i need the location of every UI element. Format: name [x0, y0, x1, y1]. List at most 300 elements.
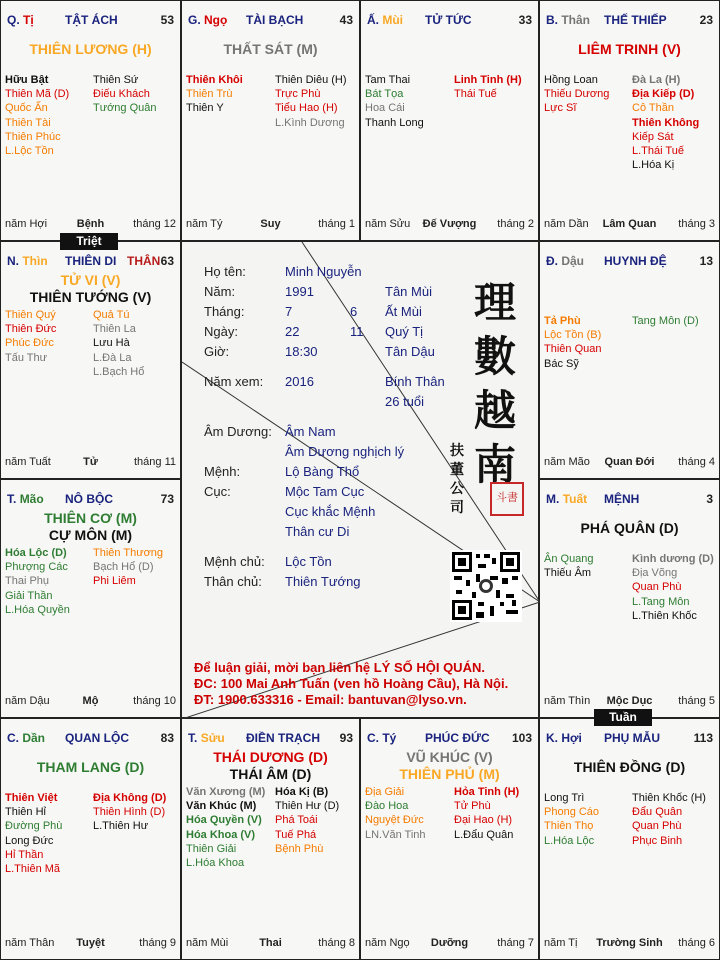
minor-star: Kiếp Sát: [632, 130, 674, 143]
palace-branch: Dần: [22, 731, 46, 745]
palace-number: 53: [160, 13, 174, 27]
minor-star: L.Hóa Lộc: [544, 834, 595, 847]
palace-month: tháng 7: [497, 937, 534, 949]
palace-footer: [544, 218, 715, 230]
amduong-note: Âm Dương nghịch lý: [285, 444, 405, 459]
palace-header: [188, 13, 353, 27]
tuan-marker: Tuần: [594, 709, 652, 726]
minor-star: Bát Tọa: [365, 88, 404, 101]
triet-marker: Triệt: [60, 233, 118, 250]
day-canchi: Quý Tị: [385, 324, 424, 339]
palace-phase: Mộc Dục: [606, 695, 653, 707]
view-year-label: Năm xem:: [204, 374, 264, 389]
palace-footer: [186, 937, 355, 949]
palace-header: [546, 731, 713, 745]
palace-stem: T.: [7, 492, 17, 506]
minor-stars-right: [275, 73, 347, 130]
palace-branch: Hợi: [561, 731, 582, 745]
cuc-label: Cục:: [204, 484, 231, 499]
minor-star: Địa Kiếp (D): [632, 88, 695, 101]
palace-number: 63: [160, 254, 174, 268]
minor-star: Thiên Tài: [5, 116, 51, 129]
palace-header: [546, 13, 713, 27]
palace-year: năm Dậu: [5, 695, 50, 707]
palace-position: [546, 13, 590, 27]
palace-year: năm Dần: [544, 218, 589, 230]
palace-footer: [544, 456, 715, 468]
minor-star: Tả Phù: [544, 315, 581, 327]
palace-than: [539, 0, 720, 241]
month-canchi: Ất Mùi: [385, 304, 422, 319]
minor-stars-left: [544, 552, 594, 580]
month-lunar: 6: [350, 304, 358, 319]
cuc-note: Cục khắc Mệnh: [285, 504, 376, 519]
minor-star: Cô Thần: [632, 102, 674, 115]
palace-footer: [5, 937, 176, 949]
palace-thin: [0, 241, 181, 479]
minor-star: Phượng Các: [5, 561, 68, 574]
minor-star: Thiên Thọ: [544, 820, 594, 833]
palace-header: [7, 13, 174, 27]
palace-name: QUAN LỘC: [65, 731, 129, 745]
palace-position: [188, 13, 227, 27]
palace-month: tháng 11: [133, 456, 176, 468]
minor-stars-right: [632, 73, 699, 172]
palace-phase: Tử: [83, 456, 98, 468]
palace-number: 113: [693, 731, 713, 745]
age-value: 26 tuổi: [385, 394, 425, 409]
palace-number: 43: [339, 13, 353, 27]
minor-star: Hóa Quyền (V): [186, 814, 262, 827]
main-star: THẤT SÁT (M): [223, 41, 318, 57]
minor-star: Đại Hao (H): [454, 814, 513, 827]
palace-year: năm Ngọ: [365, 937, 410, 949]
minor-star: Văn Khúc (M): [186, 800, 257, 813]
palace-number: 103: [511, 731, 532, 745]
amduong-value: Âm Nam: [285, 424, 336, 439]
palace-mui: [360, 0, 539, 241]
minor-star: Phúc Đức: [5, 337, 54, 350]
palace-dau: [539, 241, 720, 479]
red-seal: 斗書: [490, 482, 524, 516]
palace-footer: [365, 937, 534, 949]
palace-hoi: [539, 718, 720, 960]
minor-star: Tang Môn (D): [632, 315, 699, 327]
view-year-value: 2016: [285, 374, 314, 389]
palace-phase: Dưỡng: [430, 937, 469, 949]
palace-stem: N.: [7, 254, 19, 268]
minor-star: Đường Phù: [5, 820, 63, 833]
palace-year: năm Tị: [544, 937, 578, 949]
minor-star: Điếu Khách: [93, 88, 150, 101]
minor-star: L.Thiên Khốc: [632, 609, 697, 622]
minor-star: L.Lộc Tồn: [5, 145, 54, 158]
minor-star: Quan Phù: [632, 581, 682, 594]
minor-star: Hồng Loan: [544, 74, 598, 86]
palace-stem: Đ.: [546, 254, 558, 268]
day-lunar: 11: [350, 324, 364, 339]
palace-position: [546, 254, 584, 268]
minor-star: Bác Sỹ: [544, 357, 579, 370]
palace-footer: [544, 695, 715, 707]
palace-month: tháng 3: [678, 218, 715, 230]
palace-phase: Mộ: [82, 695, 99, 707]
main-star: TỬ VI (V): [60, 272, 121, 288]
palace-branch: Dậu: [561, 254, 585, 268]
menh-value: Lộ Bàng Thổ: [285, 464, 360, 479]
palace-position: [7, 254, 48, 268]
palace-name: TẬT ÁCH: [65, 13, 118, 27]
minor-star: L.Tang Môn: [632, 595, 690, 608]
palace-month: tháng 1: [318, 218, 355, 230]
main-star: THÁI DƯƠNG (D): [213, 749, 328, 765]
minor-stars-left: [5, 73, 69, 158]
palace-phase: Đế Vượng: [422, 218, 477, 230]
thanchu-value: Thiên Tướng: [285, 574, 361, 589]
palace-number: 23: [699, 13, 713, 27]
palace-month: tháng 8: [318, 937, 355, 949]
minor-star: Phi Liêm: [93, 575, 136, 588]
palace-month: tháng 12: [133, 218, 176, 230]
palace-number: 3: [706, 492, 713, 506]
palace-year: năm Thân: [5, 937, 55, 949]
main-star: THIÊN TƯỚNG (V): [29, 289, 152, 305]
day-label: Ngày:: [204, 324, 238, 339]
minor-star: Thiên Việt: [5, 792, 58, 804]
minor-star: Địa Giải: [365, 786, 405, 798]
amduong-label: Âm Dương:: [204, 424, 272, 439]
palace-header: [367, 731, 532, 745]
minor-star: Thanh Long: [365, 116, 424, 129]
minor-star: Thiên Khôi: [186, 74, 243, 86]
minor-star: Thiếu Dương: [544, 88, 610, 101]
minor-star: Thiên Đức: [5, 323, 57, 336]
minor-star: Tiểu Hao (H): [275, 102, 338, 115]
palace-name: HUYNH ĐỆ: [604, 254, 667, 268]
minor-star: Đà La (H): [632, 74, 681, 86]
calligraphy-char: 越: [474, 386, 517, 435]
main-star: THAM LANG (D): [36, 759, 145, 775]
minor-star: L.Đẩu Quân: [454, 828, 514, 841]
palace-year: năm Mão: [544, 456, 590, 468]
minor-star: Thiên Sứ: [93, 74, 139, 86]
palace-year: năm Sửu: [365, 218, 411, 230]
minor-star: L.Thiên Mã: [5, 863, 61, 876]
palace-month: tháng 2: [497, 218, 534, 230]
center-info-panel: [181, 241, 539, 718]
palace-phase: Trường Sinh: [596, 937, 663, 949]
palace-position: [367, 731, 396, 745]
minor-star: Thiên Quý: [5, 309, 56, 321]
qr-code: [450, 550, 522, 622]
palace-footer: [5, 218, 176, 230]
palace-header: [188, 731, 353, 745]
minor-star: Lưu Hà: [93, 337, 130, 350]
palace-position: [367, 13, 403, 27]
minor-stars-left: [365, 73, 424, 130]
cuc-value: Mộc Tam Cục: [285, 484, 365, 499]
minor-stars-right: [93, 308, 144, 379]
minor-star: Phong Cáo: [544, 806, 600, 819]
palace-month: tháng 6: [678, 937, 715, 949]
minor-stars-right: [632, 552, 714, 623]
minor-star: Tướng Quân: [93, 102, 157, 115]
palace-name: PHÚC ĐỨC: [425, 731, 490, 745]
main-star: THIÊN ĐỒNG (D): [573, 759, 686, 775]
palace-branch: Thìn: [22, 254, 48, 268]
palace-stem: B.: [546, 13, 558, 27]
palace-name: NÔ BỘC: [65, 492, 113, 506]
minor-star: Hỉ Thần: [5, 848, 44, 861]
palace-phase: Suy: [260, 218, 281, 230]
main-star: THIÊN PHỦ (M): [399, 766, 500, 782]
palace-footer: [365, 218, 534, 230]
minor-star: L.Thiên Hư: [93, 820, 149, 833]
palace-footer: [186, 218, 355, 230]
palace-name: THIÊN DI: [65, 254, 117, 268]
minor-star: L.Kình Dương: [275, 116, 345, 129]
minor-star: Địa Không (D): [93, 792, 167, 804]
minor-stars-right: [454, 73, 522, 101]
minor-stars-right: [454, 785, 519, 842]
minor-star: Ân Quang: [544, 553, 594, 565]
minor-star: Giải Thần: [5, 589, 53, 602]
minor-star: Bạch Hổ (D): [93, 561, 154, 574]
palace-stem: M.: [546, 492, 560, 506]
minor-star: LN.Văn Tinh: [365, 828, 426, 841]
palace-phase: Bệnh: [76, 218, 105, 230]
minor-star: Tuế Phá: [275, 828, 317, 841]
palace-stem: Ấ.: [367, 13, 379, 27]
calligraphy-char: 理: [474, 278, 517, 327]
palace-branch: Mão: [19, 492, 44, 506]
palace-month: tháng 9: [139, 937, 176, 949]
name-value: Minh Nguyễn: [285, 264, 362, 279]
contact-line: Để luận giải, mời bạn liên hệ LÝ SỐ HỘI QUÁN.: [194, 660, 485, 675]
palace-branch: Mùi: [382, 13, 404, 27]
palace-number: 13: [699, 254, 713, 268]
minor-stars-right: [632, 791, 706, 848]
minor-stars-left: [544, 314, 601, 371]
thanchu-label: Thân chủ:: [204, 574, 262, 589]
minor-star: Tử Phù: [454, 800, 491, 813]
palace-header: [7, 254, 174, 268]
minor-star: Thiên Quan: [544, 343, 602, 356]
palace-header: [7, 492, 174, 506]
palace-month: tháng 4: [678, 456, 715, 468]
calligraphy-char: 南: [474, 440, 517, 489]
palace-dan: [0, 718, 181, 960]
minor-star: Thiên Phúc: [5, 130, 61, 143]
palace-header: [7, 731, 174, 745]
palace-name: MỆNH: [604, 492, 640, 506]
minor-star: Thiên La: [93, 323, 136, 336]
minor-star: Tam Thai: [365, 74, 411, 86]
minor-stars-left: [544, 791, 599, 848]
palace-stem: C.: [7, 731, 19, 745]
minor-star: Thiên Trù: [186, 88, 233, 101]
minor-star: Hỏa Tinh (H): [454, 786, 520, 798]
day-solar: 22: [285, 324, 300, 339]
palace-year: năm Mùi: [186, 937, 229, 949]
small-calligraphy: 扶 董 公 司: [450, 443, 464, 516]
palace-header: [546, 254, 713, 268]
minor-star: Thiên Giải: [186, 842, 237, 855]
minor-star: L.Hóa Quyền: [5, 603, 70, 616]
contact-phone-email: ĐT: 1900.633316 - Email: bantuvan@lyso.vn.: [194, 692, 467, 707]
palace-name: PHỤ MẪU: [604, 731, 660, 745]
palace-month: tháng 5: [678, 695, 715, 707]
palace-branch: Thân: [561, 13, 591, 27]
minor-stars-right: [93, 791, 166, 834]
minor-star: Đẩu Quân: [632, 806, 683, 819]
minor-star: Địa Võng: [632, 567, 678, 580]
palace-month: tháng 10: [133, 695, 176, 707]
palace-suu: [181, 718, 360, 960]
minor-stars-right: [275, 785, 339, 856]
minor-stars-left: [365, 785, 426, 842]
minor-star: Thiếu Âm: [544, 567, 592, 580]
minor-star: Thiên Hư (D): [275, 800, 340, 813]
month-solar: 7: [285, 304, 293, 319]
minor-star: Kình dương (D): [632, 553, 714, 565]
minor-star: L.Đà La: [93, 351, 132, 364]
minor-star: Thai Phụ: [5, 575, 50, 588]
main-star: LIÊM TRINH (V): [578, 41, 681, 57]
palace-header: [367, 13, 532, 27]
palace-branch: Tuất: [562, 492, 588, 506]
palace-phase: Thai: [259, 937, 282, 949]
palace-position: [188, 731, 225, 745]
view-year-canchi: Bính Thân: [385, 374, 445, 389]
menhchu-label: Mệnh chủ:: [204, 554, 265, 569]
minor-star: Tấu Thư: [5, 351, 48, 364]
palace-branch: Sửu: [200, 731, 225, 745]
year-canchi: Tân Mùi: [385, 284, 432, 299]
minor-star: Thiên Hình (D): [93, 806, 166, 819]
minor-star: Lộc Tồn (B): [544, 329, 602, 342]
month-label: Tháng:: [204, 304, 245, 319]
minor-star: L.Bạch Hổ: [93, 365, 145, 378]
palace-year: năm Hợi: [5, 218, 48, 230]
palace-footer: [5, 456, 176, 468]
minor-star: Lực Sĩ: [544, 102, 577, 115]
main-star: CỰ MÔN (M): [48, 527, 133, 543]
palace-number: 33: [518, 13, 532, 27]
hour-value: 18:30: [285, 344, 318, 359]
menhchu-value: Lộc Tồn: [285, 554, 332, 569]
palace-position: [7, 731, 45, 745]
minor-star: Hoa Cái: [365, 102, 405, 115]
palace-header: [546, 492, 713, 506]
minor-star: Quả Tú: [93, 309, 130, 321]
minor-stars-left: [186, 73, 243, 116]
palace-phase: Lâm Quan: [602, 218, 657, 230]
palace-position: [7, 13, 34, 27]
minor-stars-right: [93, 546, 163, 589]
minor-stars-left: [186, 785, 265, 870]
palace-ty: [360, 718, 539, 960]
palace-year: năm Tý: [186, 218, 223, 230]
palace-year: năm Tuất: [5, 456, 51, 468]
minor-star: Long Đức: [5, 834, 54, 847]
palace-stem: C.: [367, 731, 379, 745]
minor-star: Linh Tinh (H): [454, 74, 522, 86]
minor-star: Thiên Khốc (H): [632, 792, 706, 804]
palace-name: THẾ THIẾP: [604, 13, 667, 27]
palace-phase: Tuyệt: [76, 937, 105, 949]
palace-phase: Quan Đới: [604, 456, 655, 468]
minor-star: Nguyệt Đức: [365, 814, 424, 827]
main-star: THIÊN CƠ (M): [44, 510, 137, 526]
palace-position: [546, 731, 582, 745]
minor-star: Hóa Khoa (V): [186, 828, 256, 841]
minor-star: Thiên Không: [632, 116, 700, 129]
palace-tuat: [539, 479, 720, 718]
year-label: Năm:: [204, 284, 236, 299]
minor-star: Hóa Lộc (D): [5, 547, 67, 559]
palace-branch: Tý: [382, 731, 397, 745]
minor-star: Thiên Thương: [93, 547, 164, 559]
minor-star: Thiên Mã (D): [5, 88, 70, 101]
minor-stars-left: [5, 308, 56, 365]
minor-star: Thiên Y: [186, 102, 224, 115]
minor-star: Thiên Hỉ: [5, 806, 46, 819]
than-cu-note: Thân cư Di: [285, 524, 350, 539]
hour-canchi: Tân Dậu: [385, 344, 435, 359]
contact-address: ĐC: 100 Mai Anh Tuấn (ven hồ Hoàng Cầu), Hà Nội.: [194, 676, 509, 691]
palace-ti: [0, 0, 181, 241]
palace-footer: [544, 937, 715, 949]
minor-star: L.Hóa Khoa: [186, 857, 245, 870]
palace-position: [7, 492, 44, 506]
palace-footer: [5, 695, 176, 707]
minor-star: L.Hóa Kị: [632, 159, 675, 172]
calligraphy-char: 數: [474, 332, 517, 381]
palace-number: 93: [339, 731, 353, 745]
palace-name: TÀI BẠCH: [246, 13, 304, 27]
minor-star: Hữu Bật: [5, 74, 49, 86]
minor-stars-left: [544, 73, 609, 116]
menh-label: Mệnh:: [204, 464, 241, 479]
minor-star: Bệnh Phù: [275, 842, 324, 855]
palace-position: [546, 492, 587, 506]
minor-star: Hóa Kị (B): [275, 786, 329, 798]
minor-star: Phá Toái: [275, 814, 318, 827]
main-star: THIÊN LƯƠNG (H): [29, 41, 152, 57]
palace-stem: Q.: [7, 13, 20, 27]
main-star: PHÁ QUÂN (D): [580, 520, 679, 536]
hour-label: Giờ:: [204, 344, 230, 359]
minor-star: Quan Phù: [632, 820, 682, 833]
than-marker: THÂN: [127, 254, 161, 268]
palace-stem: G.: [188, 13, 201, 27]
minor-star: Quốc Ấn: [5, 102, 48, 115]
minor-stars-left: [5, 546, 70, 617]
main-star: THÁI ÂM (D): [229, 766, 312, 782]
palace-stem: T.: [188, 731, 198, 745]
year-value: 1991: [285, 284, 314, 299]
minor-star: Đào Hoa: [365, 800, 409, 813]
minor-stars-right: [93, 73, 157, 116]
minor-stars-left: [5, 791, 62, 876]
palace-number: 73: [160, 492, 174, 506]
palace-name: TỬ TỨC: [425, 13, 472, 27]
palace-branch: Ngọ: [204, 13, 228, 27]
palace-number: 83: [160, 731, 174, 745]
minor-star: Văn Xương (M): [186, 786, 266, 798]
palace-mao: [0, 479, 181, 718]
